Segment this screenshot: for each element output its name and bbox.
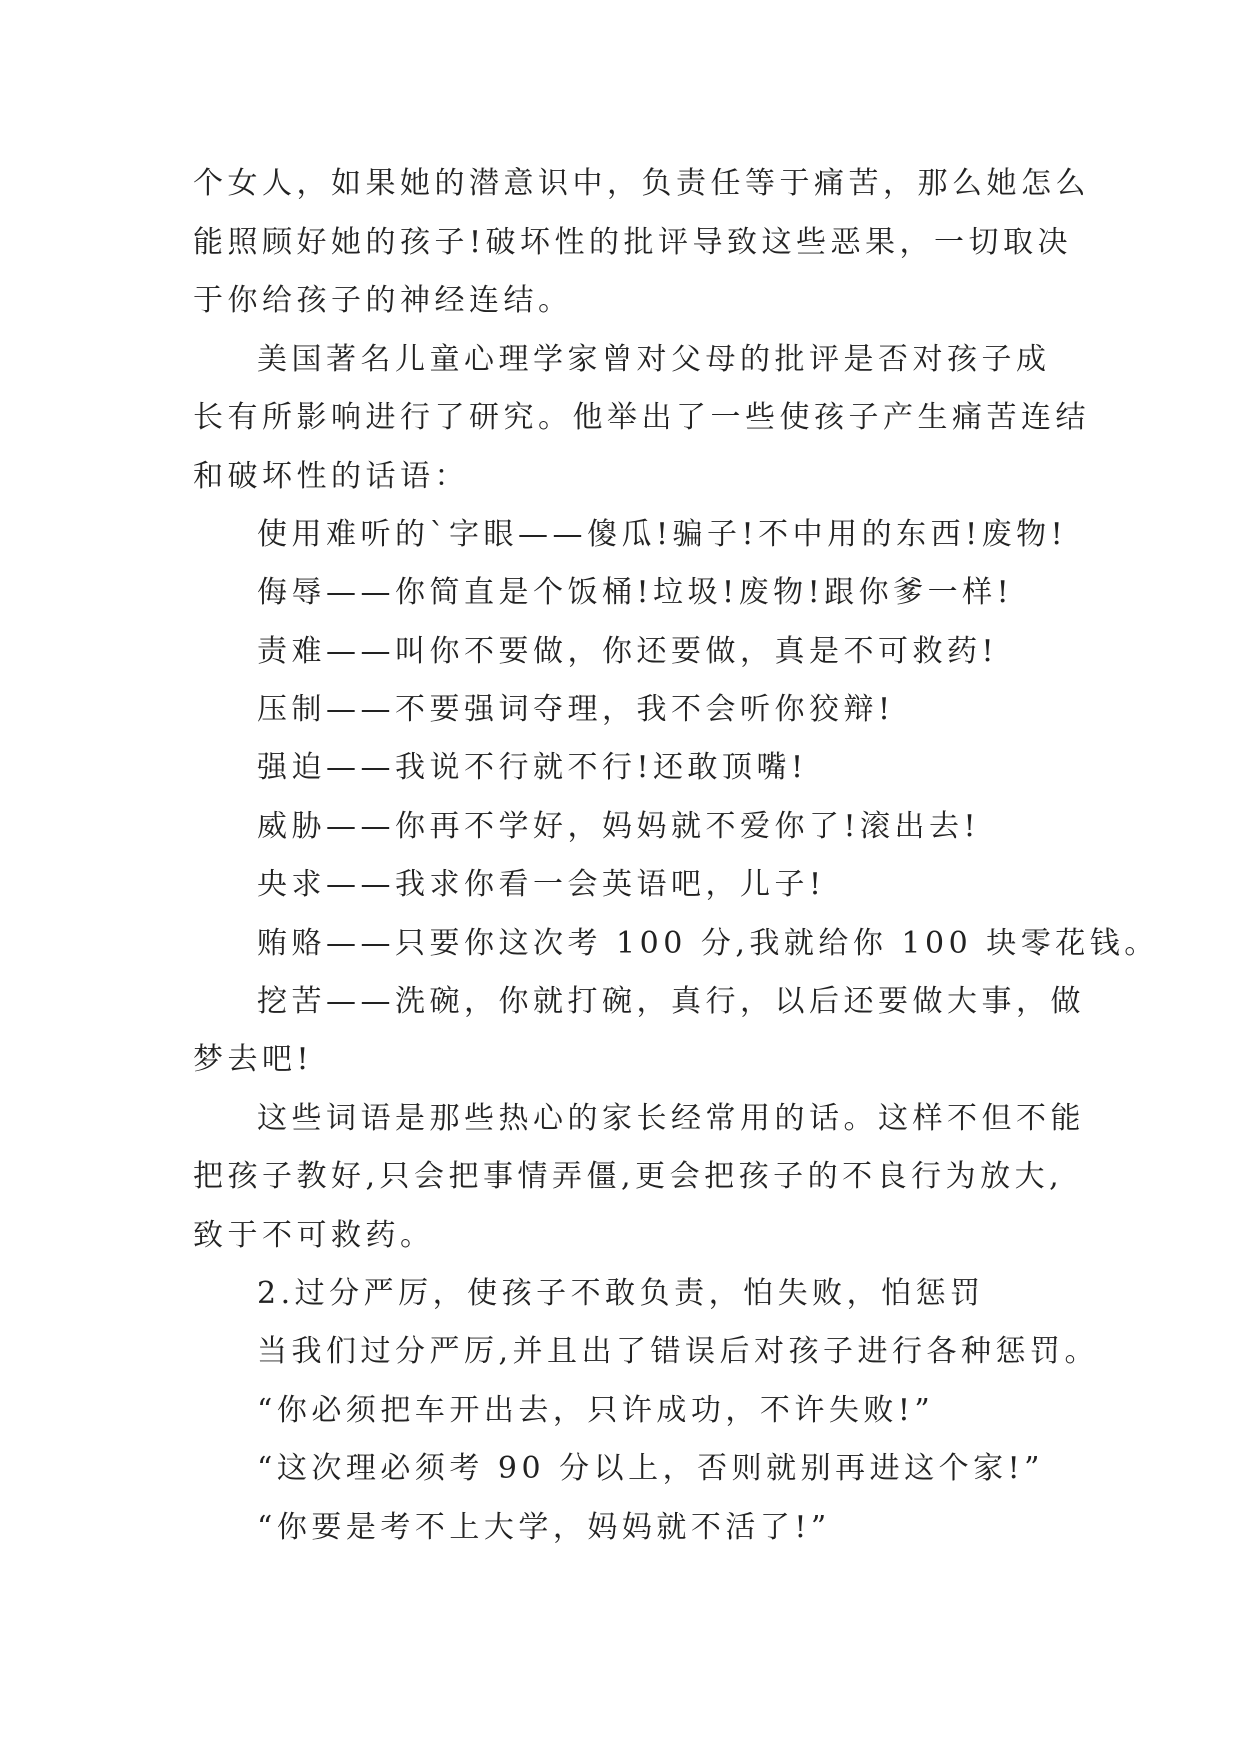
quote-line: “这次理必须考 90 分以上，否则就别再进这个家!”: [257, 1451, 1044, 1486]
text-line: 贿赂——只要你这次考 100 分,我就给你 100 块零花钱。: [257, 926, 1159, 961]
text-line: 压制——不要强词夺理，我不会听你狡辩!: [257, 692, 895, 727]
text-line: 这些词语是那些热心的家长经常用的话。这样不但不能: [257, 1101, 1085, 1136]
text-line: 挖苦——洗碗，你就打碗，真行，以后还要做大事，做: [257, 984, 1085, 1019]
text-line: 个女人，如果她的潜意识中，负责任等于痛苦，那么她怎么: [193, 166, 1090, 201]
text-line: 威胁——你再不学好，妈妈就不爱你了!滚出去!: [257, 809, 981, 844]
text-line: 于你给孩子的神经连结。: [193, 283, 573, 318]
text-line: 和破坏性的话语：: [193, 459, 469, 494]
text-line: 美国著名儿童心理学家曾对父母的批评是否对孩子成: [257, 342, 1051, 377]
text-line: 强迫——我说不行就不行!还敢顶嘴!: [257, 750, 808, 785]
text-line: 央求——我求你看一会英语吧，儿子!: [257, 867, 826, 902]
text-line: 致于不可救药。: [193, 1218, 435, 1253]
text-line: 当我们过分严厉,并且出了错误后对孩子进行各种惩罚。: [257, 1334, 1100, 1369]
quote-line: “你必须把车开出去，只许成功，不许失败!”: [257, 1393, 935, 1428]
text-line: 能照顾好她的孩子!破坏性的批评导致这些恶果，一切取决: [193, 225, 1073, 260]
text-line: 长有所影响进行了研究。他举出了一些使孩子产生痛苦连结: [193, 400, 1090, 435]
quote-line: “你要是考不上大学，妈妈就不活了!”: [257, 1510, 831, 1545]
text-line: 梦去吧!: [193, 1042, 314, 1077]
section-heading: 2.过分严厉，使孩子不敢负责，怕失败，怕惩罚: [257, 1276, 985, 1311]
text-line: 把孩子教好,只会把事情弄僵,更会把孩子的不良行为放大,: [193, 1159, 1064, 1194]
text-line: 使用难听的`字眼——傻瓜!骗子!不中用的东西!废物!: [257, 517, 1068, 552]
text-line: 责难——叫你不要做，你还要做，真是不可救药!: [257, 634, 999, 669]
text-line: 侮辱——你简直是个饭桶!垃圾!废物!跟你爹一样!: [257, 575, 1014, 610]
